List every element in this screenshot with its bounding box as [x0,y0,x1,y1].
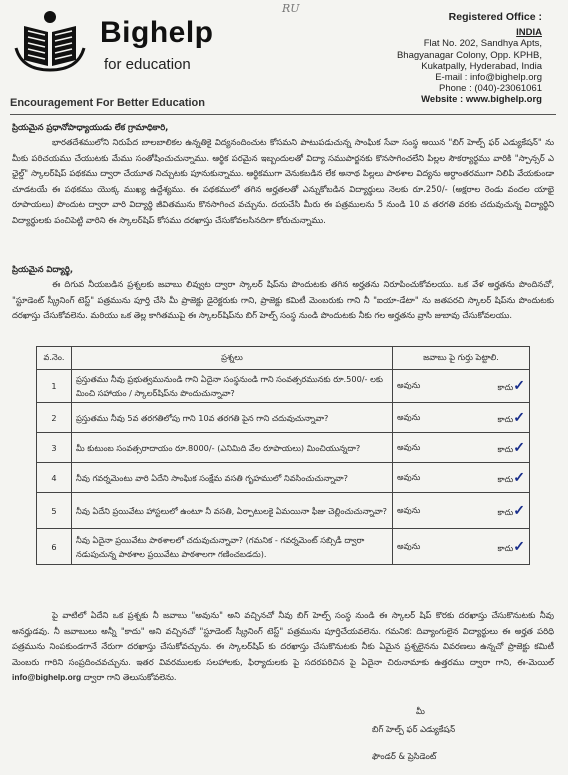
office-title: Registered Office : [448,11,542,23]
answer-yes-option[interactable]: అవును [397,540,421,551]
table-row [37,529,530,565]
answer-no-option[interactable] [498,410,525,426]
header-serial-no: వ.నెం. [37,347,72,370]
paragraph-instructions: ఈ దిగువ నీయబడిన ప్రశ్నలకు జవాబు లివ్వుట ద్వారా స్కాలర్ షిప్‌ను పొందుటకు తగిన అర్హతను నిరూపించుకోవలయు. ఒక వేళ అర్హతను పొందినచో, "స్టూడెంట్ స్క్రీనింగ్ టెస్ట్" పత్రమును పూర్తి చేసి మీ ప్రాజెక్టు డైరెక్టరుకు గాని, ప్రాజెక్టు కమిటీ మెంబరుకు గాని నీ "ఐయా-డేటా" ను జతపరచి స్కాలర్ షిప్‌ను పొందుటకు దరఖాస్తు చేసుకోవలెను. మరియు ఒక తెల్ల కాగితముపై ఈ స్కాలర్‌షిప్‌ను బిగ్ హెల్ప్ సంస్థ నుండి పొందుటకు నీకు గల అర్హతను వ్రాసి జుబావు చేసుకోవలయు. [12,279,554,321]
bighelp-logo [10,8,90,72]
row-question: నీవు ఏదేని ప్రయివేటు హాస్టలులో ఉంటూ నీ వసతి, ఏర్పాటులకై ఏమయినా ఫీజు చెల్లించుచున్నావా? [72,493,393,529]
salutation-headmaster: ప్రియమైన ప్రధానోపాధ్యాయుడు లేక గ్రామాధికారి, [12,122,169,132]
table-row [37,433,530,463]
office-email: E-mail : info@bighelp.org [435,72,542,84]
header-questions: ప్రశ్నలు [72,347,393,370]
paragraph-notes [12,608,554,686]
notes-email-link[interactable]: info@bighelp.org [12,672,82,683]
answer-no-option[interactable] [498,440,525,456]
header-answer: జవాబు పై గుర్తు పెట్టాలి. [393,347,530,370]
row-answer [393,433,530,463]
office-address-line2: Bhagyanagar Colony, Opp. KPHB, [396,49,542,61]
answer-no-option[interactable] [498,470,525,486]
row-answer [393,493,530,529]
tagline: Encouragement For Better Education [10,97,205,109]
answer-no-label: కాదు [497,473,514,484]
checkmark-icon: ✓ [513,502,525,519]
answer-no-label: కాదు [497,443,514,454]
sign-founder-president: ఫౌండర్ & ప్రెసిడెంట్ [372,751,437,761]
row-answer [393,370,530,403]
answer-yes-option[interactable]: అవును [397,380,421,390]
notes-text-end: ద్వారా గాని తెలుసుకోవలెను. [83,672,177,683]
brand-name: Bighelp [100,16,214,49]
row-number: 3 [37,433,72,463]
registered-office-block [312,12,542,106]
notes-text: పై వాటిలో ఏదేని ఒక ప్రశ్నకు నీ జవాబు "అవును" అని వచ్చినచో నీవు బిగ్ హెల్ప్ సంస్థ నుండి ఈ స్కాలర్ షిప్ కొరకు దరఖాస్తు చేసుకొనుటకు నీవు అనర్హుడవు. నీ జవాబులు అన్నీ "కాదు" అని వచ్చినచో "స్టూడెంట్ స్క్రీనింగ్ టెస్ట్" పత్రమును పూర్తిచేయవలెను. గమనిక: దివ్యాంగులైన విద్యార్థులు ఈ అర్హత పరిధి పత్రమును నింపకుండగానే నేరుగా దరఖాస్తు చేసుకోవచ్చును. ఈ స్కాలర్‌షిప్ కు దరఖాస్తు చేసుకొనుటకు నీకు ఏమైన ప్రశ్నలైనను వివరణలు ఉన్నచో ప్రాజెక్టు కమిటీ మెంబరు గారిని సంప్రదించవచ్చును. ఇతర వివరములకు సలహాలకు, ఫిర్యాదులకు పై సదరపరిచిన పై ఏదైనా చిరునామాకు ఉత్తరము ద్వారా గాని, ఈ-మెయిల్ [12,610,554,667]
office-country: INDIA [516,27,542,39]
row-question: నీవు ఏదైనా ప్రయివేటు పాఠశాలలో చదువుచున్నావా? (గమనిక - గవర్నమెంట్ సబ్సిడీ ద్వారా నడుపుచున్న పాఠశాల ప్రయివేటు పాఠశాలగా గణించబడదు). [72,529,393,565]
office-address-line1: Flat No. 202, Sandhya Apts, [423,38,542,50]
header-divider [10,114,556,115]
handwritten-note: RU [282,2,300,15]
office-address-line3: Kukatpally, Hyderabad, India [421,60,542,72]
checkmark-icon: ✓ [513,469,525,486]
row-number: 5 [37,493,72,529]
eligibility-table [36,346,530,565]
row-question: ప్రస్తుతము నీవు 5వ తరగతిలోపు గాని 10వ తరగతి పైన గాని చదువుచున్నావా? [72,403,393,433]
row-number: 2 [37,403,72,433]
answer-no-option[interactable] [498,539,525,555]
row-number: 6 [37,529,72,565]
row-question: ప్రస్తుతము నీవు ప్రభుత్వమునుండి గాని ఏదైనా సంస్థనుండి గాని సంవత్సరమునకు రూ.500/- లకు మించి సహాయం / స్కాలర్‌షిప్‌ను పొందుచున్నావా? [72,370,393,403]
paragraph-introduction: భారతదేశములోని నిరుపేద బాలబాలికల ఉన్నతికై విద్యనందించుట కోసమని పాటుపడుచున్న సాంఘిక సేవా సంస్థ అయిన "బిగ్ హెల్ప్ ఫర్ ఎడ్యుకేషన్" ను మీకు పరిచయము చేయుటకు మేము సంతోషించుచున్నాము. ఆర్థిక పరమైన ఇబ్బందులతో విద్యా సముపార్జనకు కొనసాగించలేని పిల్లల సౌకర్యార్థము వారికి "స్పాన్సర్ ఎ ఛైల్డ్" స్కాలర్‌షిప్ పథకము ద్వారా చేయూత నిచ్చుటకు పూనుకున్నాము. ఆర్థికముగా వెనుకబడిన లేక అనాథ పిల్లలు పాఠశాల విద్యను అర్ధాంతరముగా నిలిపి వేయకుండా చూడటయే ఈ పథకము యొక్క ముఖ్య ఉద్దేశ్యము. ఈ పథకములో తగిన అర్హతలతో ఎన్నుకోబడిన విద్యార్థులు నెలకు రూ.250/- (అక్షరాల రెండు వందల యాభై రూపాయలు) పొందుట ద్వారా వారి విద్యార్థి జీవితమును కొనసాగించ వచ్చును. దయచేసి మీరు ఈ పత్రములను 5 నుండి 10 వ తరగతి వరకు చదువుచున్న విద్యార్థిని విద్యార్థులకు పంచిపెట్టి వారిని ఈ స్కాలర్‌షిప్ కోసము దరఖాస్తు చేసుకోవలసినదిగా కోరుచున్నాము. [12,137,554,225]
office-phone: Phone : (040)-23061061 [439,83,542,95]
table-row [37,370,530,403]
row-answer [393,463,530,493]
answer-yes-option[interactable]: అవును [397,441,421,452]
checkmark-icon: ✓ [513,538,525,555]
checkmark-icon: ✓ [513,439,525,456]
table-row [37,493,530,529]
row-question: మీ కుటుంబ సంవత్సరాదాయం రూ.8000/- (ఎనిమిది వేల రూపాయలు) మించియున్నదా? [72,433,393,463]
table-header-row [37,347,530,370]
sign-organisation: బిగ్ హెల్ప్ ఫర్ ఎడ్యుకేషన్ [372,723,456,734]
checkmark-icon: ✓ [513,409,525,426]
answer-no-label: కాదు [497,382,514,392]
table-row [37,463,530,493]
answer-no-label: కాదు [497,542,514,553]
row-answer [393,403,530,433]
answer-no-label: కాదు [497,506,514,517]
office-website: Website : www.bighelp.org [421,94,542,106]
answer-no-option[interactable] [498,503,525,519]
signature-block [372,704,456,761]
row-answer [393,529,530,565]
brand-subtitle: for education [104,56,191,73]
answer-no-option[interactable] [498,378,525,394]
row-number: 4 [37,463,72,493]
answer-no-label: కాదు [497,413,514,424]
row-question: నీవు గవర్నమెంటు వారి ఏదేని సాంఘిక సంక్షేమ వసతి గృహములో నివసించుచున్నావా? [72,463,393,493]
answer-yes-option[interactable]: అవును [397,471,421,482]
sign-yours: మీ [416,706,425,716]
checkmark-icon: ✓ [513,378,525,394]
table-row [37,403,530,433]
row-number: 1 [37,370,72,403]
answer-yes-option[interactable]: అవును [397,411,421,422]
answer-yes-option[interactable]: అవును [397,504,421,515]
salutation-student: ప్రియమైన విద్యార్థి, [12,264,74,274]
